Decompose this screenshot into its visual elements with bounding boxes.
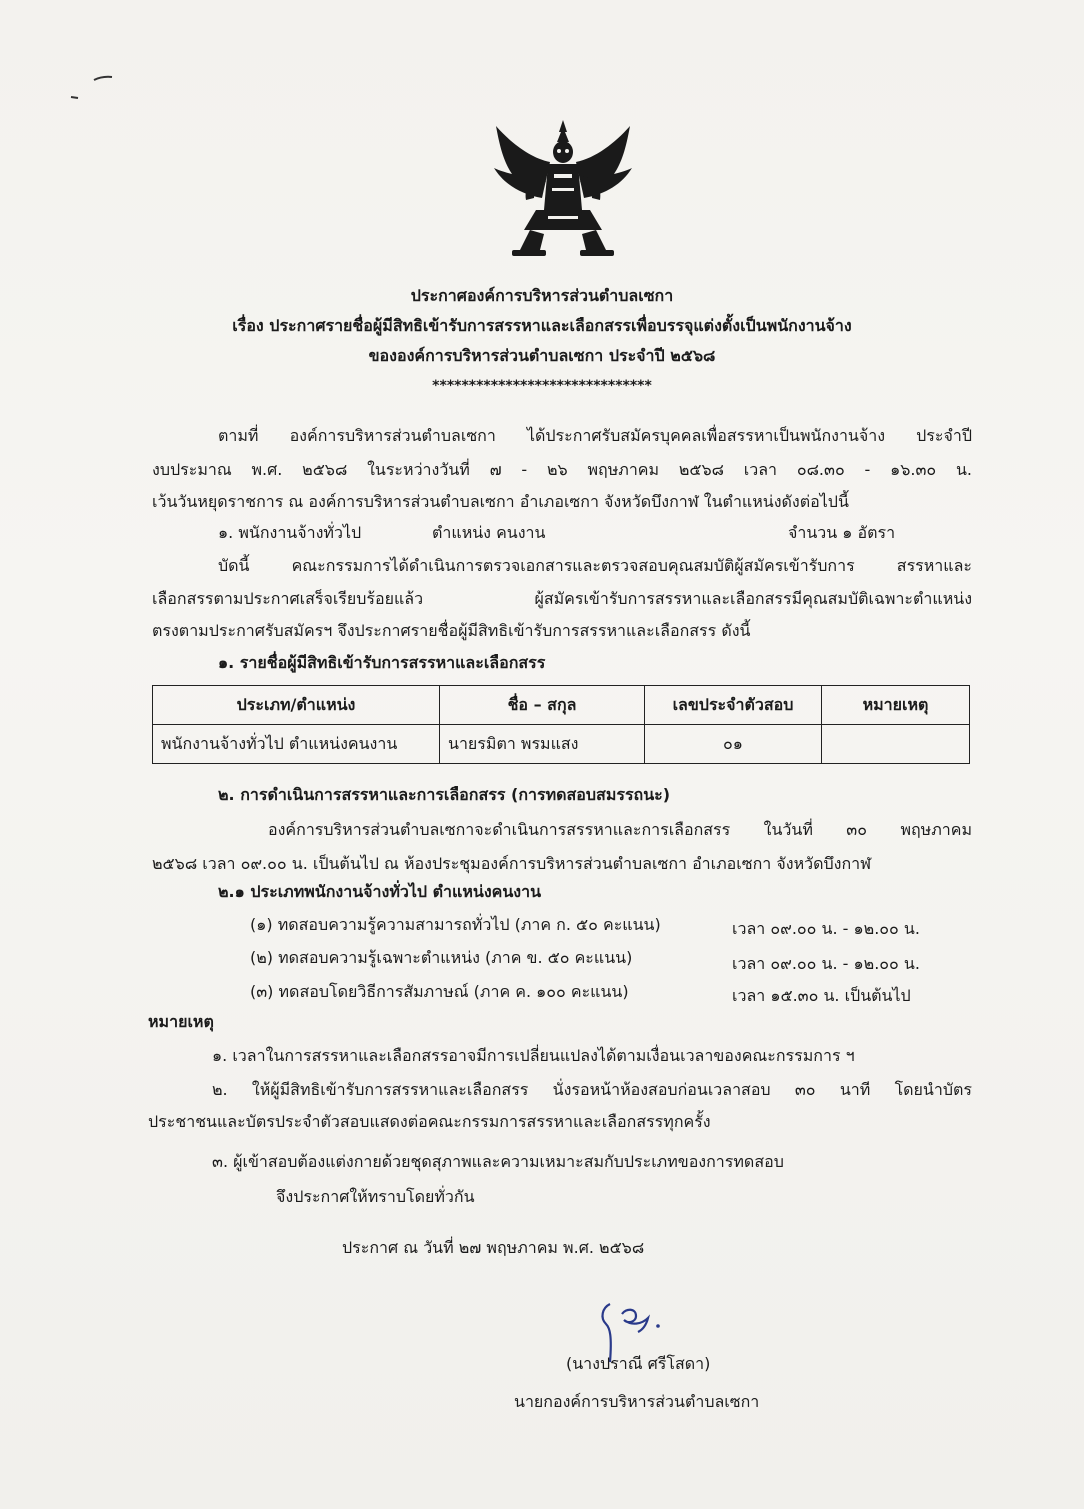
test-3-time: เวลา ๑๕.๓๐ น. เป็นต้นไป — [732, 986, 911, 1005]
section2-title: ๒. การดำเนินการสรรหาและการเลือกสรร (การทดสอบสมรรถนะ) — [218, 785, 671, 804]
intro-line-3: เว้นวันหยุดราชการ ณ องค์การบริหารส่วนตำบลเซกา อำเภอเซกา จังหวัดบึงกาฬ ในตำแหน่งดังต่อไปนี้ — [152, 492, 849, 511]
para2-line-3: ตรงตามประกาศรับสมัครฯ จึงประกาศรายชื่อผู้มีสิทธิเข้ารับการสรรหาและเลือกสรร ดังนี้ — [152, 621, 751, 640]
section2-line-2: ๒๕๖๘ เวลา ๐๙.๐๐ น. เป็นต้นไป ณ ห้องประชุมองค์การบริหารส่วนตำบลเซกา อำเภอเซกา จังหวัดบึงกาฬ — [152, 854, 872, 873]
intro-line-2: งบประมาณ พ.ศ. ๒๕๖๘ ในระหว่างวันที่ ๗ - ๒๖ พฤษภาคม ๒๕๖๘ เวลา ๐๘.๓๐ - ๑๖.๓๐ น. — [152, 460, 972, 479]
table-header-row — [153, 686, 970, 725]
test-1-label: (๑) ทดสอบความรู้ความสามารถทั่วไป (ภาค ก. ๕๐ คะแนน) — [250, 915, 661, 934]
remark-2b: ประชาชนและบัตรประจำตัวสอบแสดงต่อคณะกรรมการสรรหาและเลือกสรรทุกครั้ง — [148, 1112, 711, 1131]
intro-line-1: ตามที่ องค์การบริหารส่วนตำบลเซกา ได้ประกาศรับสมัครบุคคลเพื่อสรรหาเป็นพนักงานจ้าง ประจำปี — [218, 426, 972, 445]
test-2-label: (๒) ทดสอบความรู้เฉพาะตำแหน่ง (ภาค ข. ๕๐ คะแนน) — [250, 948, 633, 967]
closing-announce: จึงประกาศให้ทราบโดยทั่วกัน — [276, 1187, 475, 1206]
signer-title: นายกองค์การบริหารส่วนตำบลเซกา — [514, 1392, 760, 1411]
section1-title: ๑. รายชื่อผู้มีสิทธิเข้ารับการสรรหาและเลือกสรร — [218, 653, 546, 672]
position-count: จำนวน ๑ อัตรา — [788, 523, 896, 542]
header-position: ประเภท/ตำแหน่ง — [153, 686, 440, 725]
announcement-subject-line2: ขององค์การบริหารส่วนตำบลเซกา ประจำปี ๒๕๖๘ — [368, 346, 716, 365]
announcement-subject: เรื่อง ประกาศรายชื่อผู้มีสิทธิเข้ารับการสรรหาและเลือกสรรเพื่อบรรจุแต่งตั้งเป็นพนักงานจ้าง — [232, 316, 852, 335]
remark-3: ๓. ผู้เข้าสอบต้องแต่งกายด้วยชุดสุภาพและความเหมาะสมกับประเภทของการทดสอบ — [212, 1152, 784, 1171]
position-type: ๑. พนักงานจ้างทั่วไป — [218, 523, 362, 542]
header-name: ชื่อ – สกุล — [440, 686, 645, 725]
signer-name: (นางปราณี ศรีโสดา) — [566, 1354, 711, 1373]
garuda-emblem-icon — [490, 118, 636, 260]
para2-line-2: เลือกสรรตามประกาศเสร็จเรียบร้อยแล้ว ผู้สมัครเข้ารับการสรรหาและเลือกสรรมีคุณสมบัติเฉพาะตำแหน่ง — [152, 589, 972, 608]
header-note: หมายเหตุ — [822, 686, 970, 725]
stars-divider: ****************************** — [432, 378, 652, 394]
remarks-title: หมายเหตุ — [148, 1012, 214, 1031]
cell-position: พนักงานจ้างทั่วไป ตำแหน่งคนงาน — [153, 725, 440, 764]
stray-mark — [92, 72, 116, 84]
header-exam-no: เลขประจำตัวสอบ — [645, 686, 822, 725]
cell-exam-no: ๐๑ — [645, 725, 822, 764]
table-row — [153, 725, 970, 764]
para2-line-1: บัดนี้ คณะกรรมการได้ดำเนินการตรวจเอกสารและตรวจสอบคุณสมบัติผู้สมัครเข้ารับการ สรรหาและ — [218, 556, 972, 575]
section2-subtitle: ๒.๑ ประเภทพนักงานจ้างทั่วไป ตำแหน่งคนงาน — [218, 882, 541, 901]
cell-name: นายรมิตา พรมแสง — [440, 725, 645, 764]
remark-1: ๑. เวลาในการสรรหาและเลือกสรรอาจมีการเปลี่ยนแปลงได้ตามเงื่อนเวลาของคณะกรรมการ ฯ — [212, 1046, 855, 1065]
announcement-date: ประกาศ ณ วันที่ ๒๗ พฤษภาคม พ.ศ. ๒๕๖๘ — [342, 1238, 645, 1257]
section2-line-1: องค์การบริหารส่วนตำบลเซกาจะดำเนินการสรรหาและการเลือกสรร ในวันที่ ๓๐ พฤษภาคม — [268, 820, 972, 839]
stray-dot — [70, 94, 80, 100]
announcement-org: ประกาศองค์การบริหารส่วนตำบลเซกา — [410, 286, 674, 305]
remark-2a: ๒. ให้ผู้มีสิทธิเข้ารับการสรรหาและเลือกสรร นั่งรอหน้าห้องสอบก่อนเวลาสอบ ๓๐ นาที โดยนำบัตร — [212, 1080, 972, 1099]
test-2-time: เวลา ๐๙.๐๐ น. - ๑๒.๐๐ น. — [732, 954, 920, 973]
test-3-label: (๓) ทดสอบโดยวิธีการสัมภาษณ์ (ภาค ค. ๑๐๐ คะแนน) — [250, 982, 629, 1001]
cell-note — [822, 725, 970, 764]
candidate-table — [152, 685, 970, 764]
position-name: ตำแหน่ง คนงาน — [432, 523, 546, 542]
test-1-time: เวลา ๐๙.๐๐ น. - ๑๒.๐๐ น. — [732, 919, 920, 938]
